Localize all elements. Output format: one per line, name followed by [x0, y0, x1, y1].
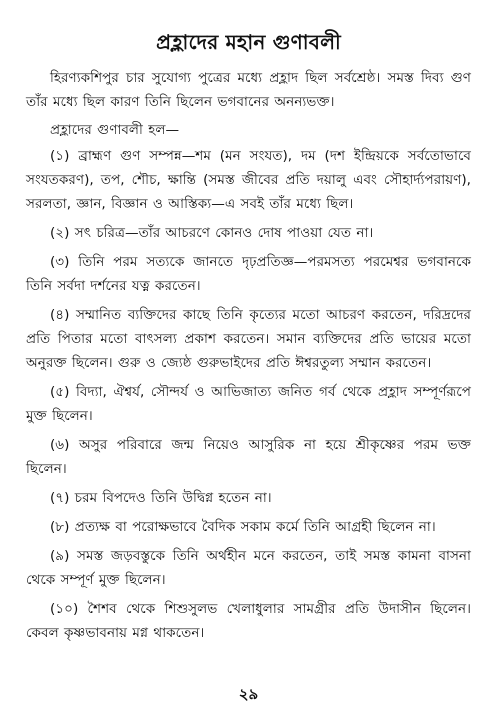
quality-item-5: (৫) বিদ্যা, ঐশ্বর্য, সৌন্দর্য ও আভিজাত্য জনিত গর্ব থেকে প্রহ্লাদ সম্পূর্ণরূপে মুক্ত ছিলেন।	[26, 384, 471, 424]
quality-item-8: (৮) প্রত্যক্ষ বা পরোক্ষভাবে বৈদিক সকাম কর্মে তিনি আগ্রহী ছিলেন না।	[50, 519, 436, 535]
quality-item-4: (৪) সম্মানিত ব্যক্তিদের কাছে তিনি কৃত্যের মতো আচরণ করতেন, দরিদ্রদের প্রতি পিতার মতো বাৎসল্য প্রকাশ করতেন। সমান ব্যক্তিদের প্রতি ভায়ের মতো অনুরক্ত ছিলেন। গুরু ও জ্যেষ্ঠ গুরুভাইদের প্রতি ঈশ্বরতুল্য সম্মান করতেন।	[26, 307, 471, 371]
page-number: ২৯	[238, 685, 259, 703]
quality-item-7: (৭) চরম বিপদেও তিনি উদ্বিগ্ন হতেন না।	[50, 490, 272, 506]
quality-item-10: (১০) শৈশব থেকে শিশুসুলভ খেলাধুলার সামগ্রীর প্রতি উদাসীন ছিলেন। কেবল কৃষ্ণভাবনায় মগ্ন থাকতেন।	[26, 601, 471, 641]
quality-item-9: (৯) সমস্ত জড়বস্তুকে তিনি অর্থহীন মনে করতেন, তাই সমস্ত কামনা বাসনা থেকে সম্পূর্ণ মুক্ত ছিলেন।	[26, 548, 471, 588]
quality-item-1: (১) ব্রাহ্মণ গুণ সম্পন্ন—শম (মন সংযত), দম (দশ ইন্দ্রিয়কে সর্বতোভাবে সংযতকরণ), তপ, শৌচ, ক্ষান্তি (সমস্ত জীবের প্রতি দয়ালু এবং সৌহার্দ্যপরায়ণ), সরলতা, জ্ঞান, বিজ্ঞান ও আস্তিক্য—এ সবই তাঁর মধ্যে ছিল।	[26, 148, 471, 212]
quality-item-2: (২) সৎ চরিত্র—তাঁর আচরণে কোনও দোষ পাওয়া যেত না।	[50, 225, 374, 241]
qualities-heading: প্রহ্লাদের গুণাবলী হল—	[50, 122, 180, 138]
quality-item-3: (৩) তিনি পরম সত্যকে জানতে দৃঢ়প্রতিজ্ঞ—পরমসত্য পরমেশ্বর ভগবানকে তিনি সর্বদা দর্শনের যত্ন করতেন।	[26, 254, 471, 294]
qualities-list	[26, 144, 471, 645]
page-title: প্রহ্লাদের মহান গুণাবলী	[156, 30, 341, 54]
quality-item-6: (৬) অসুর পরিবারে জন্ম নিয়েও আসুরিক না হয়ে শ্রীকৃষ্ণের পরম ভক্ত ছিলেন।	[26, 437, 471, 477]
intro-paragraph: হিরণ্যকশিপুর চার সুযোগ্য পুত্রের মধ্যে প্রহ্লাদ ছিল সর্বশ্রেষ্ঠ। সমস্ত দিব্য গুণ তাঁর মধ্যে ছিল কারণ তিনি ছিলেন ভগবানের অনন্যভক্ত।	[26, 70, 471, 110]
